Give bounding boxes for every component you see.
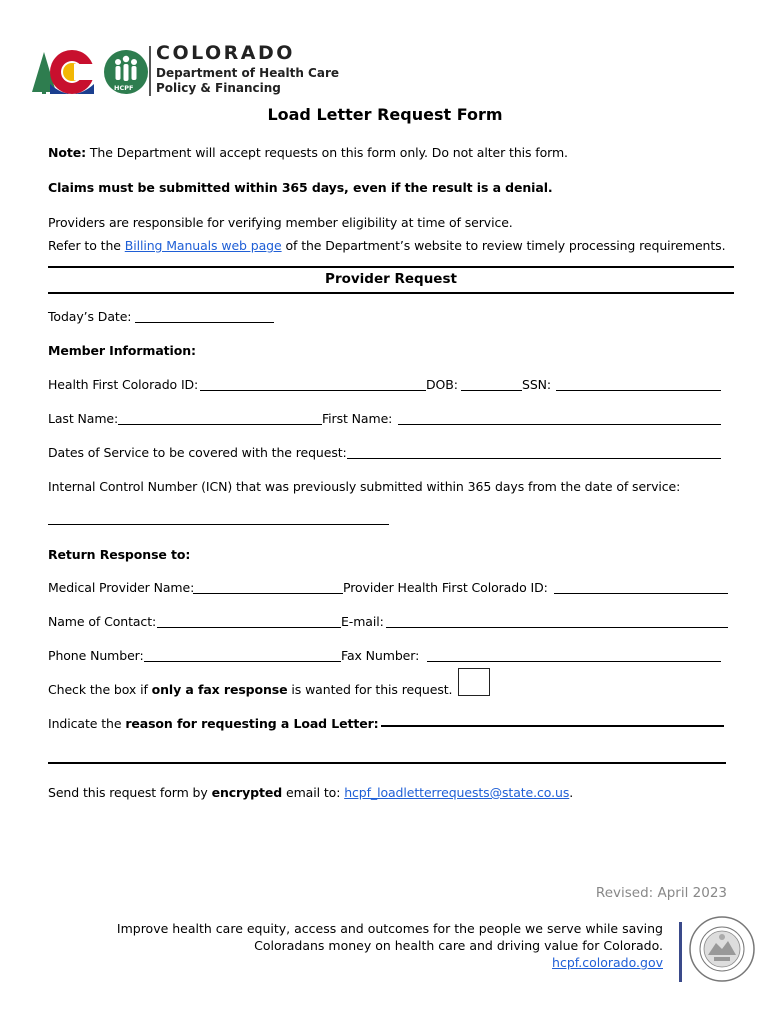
send-suffix: . <box>569 785 574 800</box>
contact-field[interactable] <box>157 627 341 628</box>
dates-of-service-label: Dates of Service to be covered with the request: <box>48 445 347 460</box>
submission-email-link[interactable]: hcpf_loadletterrequests@state.co.us <box>344 785 570 800</box>
department-line1: Department of Health Care <box>156 66 339 80</box>
first-name-field[interactable] <box>398 424 721 425</box>
medical-provider-field[interactable] <box>193 593 343 594</box>
dates-of-service-field[interactable] <box>347 458 721 459</box>
provider-request-header <box>48 266 734 294</box>
revised-date: Revised: April 2023 <box>595 885 727 901</box>
reason-field-line1[interactable] <box>381 725 724 727</box>
icn-field[interactable] <box>48 524 389 525</box>
fax-label: Fax Number: <box>341 648 420 663</box>
note-label: Note: <box>48 145 87 160</box>
ssn-field[interactable] <box>556 390 721 391</box>
mission-statement <box>100 920 663 971</box>
reason-field-line2[interactable] <box>48 762 726 764</box>
last-name-field[interactable] <box>118 424 322 425</box>
refer-paragraph <box>48 238 725 253</box>
claims-rule: Claims must be submitted within 365 days, even if the result is a denial. <box>48 180 553 195</box>
fax-check-bold: only a fax response <box>151 682 288 697</box>
website-link[interactable]: hcpf.colorado.gov <box>552 955 663 970</box>
logo-divider <box>149 46 151 96</box>
providers-text: Providers are responsible for verifying member eligibility at time of service. <box>48 215 513 230</box>
medical-provider-label: Medical Provider Name: <box>48 580 195 595</box>
provider-hfc-id-label: Provider Health First Colorado ID: <box>343 580 548 595</box>
fax-only-checkbox[interactable] <box>458 668 490 696</box>
icn-label: Internal Control Number (ICN) that was previously submitted within 365 days from the date of service: <box>48 479 681 494</box>
return-response-heading: Return Response to: <box>48 547 191 562</box>
todays-date-label: Today’s Date: <box>48 309 132 324</box>
state-seal-icon <box>688 915 756 983</box>
hcpf-badge: HCPF <box>114 84 134 92</box>
member-info-heading: Member Information: <box>48 343 196 358</box>
note-paragraph <box>48 145 568 160</box>
note-text: The Department will accept requests on this form only. Do not alter this form. <box>86 145 568 160</box>
todays-date-field[interactable] <box>135 322 274 323</box>
billing-manuals-link[interactable]: Billing Manuals web page <box>124 238 282 253</box>
fax-field[interactable] <box>427 661 721 662</box>
contact-label: Name of Contact: <box>48 614 157 629</box>
provider-request-title: Provider Request <box>325 271 457 287</box>
email-label: E-mail: <box>341 614 384 629</box>
dob-label: DOB: <box>426 377 458 392</box>
mission-line1: Improve health care equity, access and outcomes for the people we serve while saving <box>116 921 663 936</box>
first-name-label: First Name: <box>322 411 393 426</box>
health-first-id-label: Health First Colorado ID: <box>48 377 199 392</box>
form-title: Load Letter Request Form <box>267 105 503 124</box>
reason-bold: reason for requesting a Load Letter: <box>125 716 379 731</box>
reason-label <box>48 716 379 731</box>
fax-check-suffix: is wanted for this request. <box>287 682 453 697</box>
mission-line2: Coloradans money on health care and driving value for Colorado. <box>254 938 663 953</box>
fax-check-text <box>48 682 452 697</box>
fax-check-prefix: Check the box if <box>48 682 152 697</box>
refer-suffix: of the Department’s website to review timely processing requirements. <box>281 238 726 253</box>
state-seal <box>688 915 756 983</box>
ssn-label: SSN: <box>522 377 552 392</box>
state-name: COLORADO <box>156 42 295 64</box>
reason-prefix: Indicate the <box>48 716 126 731</box>
phone-field[interactable] <box>144 661 341 662</box>
phone-label: Phone Number: <box>48 648 144 663</box>
send-middle: email to: <box>282 785 345 800</box>
footer-bar <box>679 922 682 982</box>
health-first-id-field[interactable] <box>200 390 426 391</box>
last-name-label: Last Name: <box>48 411 119 426</box>
refer-prefix: Refer to the <box>48 238 125 253</box>
email-field[interactable] <box>386 627 728 628</box>
provider-hfc-id-field[interactable] <box>554 593 728 594</box>
send-bold: encrypted <box>211 785 283 800</box>
send-prefix: Send this request form by <box>48 785 212 800</box>
dob-field[interactable] <box>461 390 522 391</box>
send-instruction <box>48 785 573 800</box>
department-line2: Policy & Financing <box>156 81 281 95</box>
